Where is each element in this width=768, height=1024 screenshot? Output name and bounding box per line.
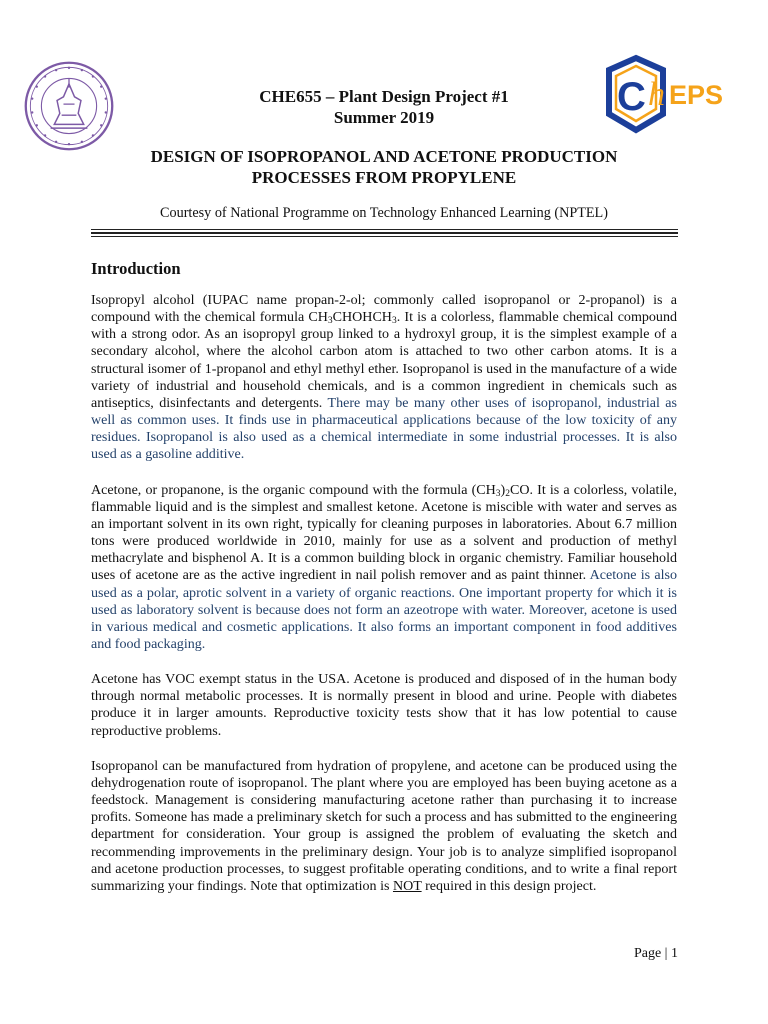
p2-text-a: Acetone, or propanone, is the organic compound with the formula (CH: [91, 481, 496, 498]
p1-subscript-1: 3: [327, 316, 333, 327]
p2-text-d: Acetone is also used as a polar, aprotic solvent in a variety of organic reactions. One important property for which it is used as laboratory solvent is because does not form an azeotrope with water. Moreover, acetone is used in various medical and cosmetic applications. It also forms an important component in food additives and food packaging.: [91, 567, 678, 652]
paragraph-voc: Acetone has VOC exempt status in the USA. Acetone is produced and disposed of in the human body through normal metabolic processes. It is normally present in blood and urine. People with diabetes produce it in larger amounts. Reproductive toxicity tests show that it has low potential to cause reproductive problems.: [91, 671, 677, 739]
logo-letter-h: h: [648, 76, 665, 113]
paragraph-acetone: [91, 482, 677, 654]
courtesy-line: Courtesy of National Programme on Technology Enhanced Learning (NPTEL): [160, 205, 608, 221]
p1-text-b: CHOHCH: [332, 309, 392, 326]
p1-subscript-2: 3: [391, 316, 397, 327]
document-title: [80, 146, 688, 188]
document-title-line-1: DESIGN OF ISOPROPANOL AND ACETONE PRODUCTION: [150, 147, 618, 166]
header-divider-bottom: [91, 236, 678, 237]
paragraph-isopropanol: [91, 292, 677, 464]
header-divider-middle: [91, 232, 678, 234]
p2-subscript-1: 3: [495, 488, 501, 499]
course-title: CHE655 – Plant Design Project #1: [259, 87, 509, 106]
document-title-line-2: PROCESSES FROM PROPYLENE: [251, 168, 517, 187]
header-divider-top: [91, 229, 678, 230]
p4-text-b: required in this design project.: [421, 877, 597, 894]
paragraph-assignment: [91, 758, 677, 895]
p2-subscript-2: 2: [505, 488, 510, 499]
p4-text-a: Isopropanol can be manufactured from hydration of propylene, and acetone can be produced using the dehydrogenation route of isopropanol. The plant where you are employed has been buying acetone as a feedstock. Management is considering manufacturing acetone rather than purchasing it to increase profits. Someone has made a preliminary sketch for such a process and has submitted to the engineering department for consideration. Your group is assigned the problem of evaluating the sketch and recommending improvements in the preliminary design. Your job is to analyze simplified isopropanol and acetone production processes, to suggest profitable operating conditions, and to write a final report summarizing your findings. Note that optimization is: [91, 757, 677, 894]
p1-text-d: There may be many other uses of isopropanol, industrial as well as common uses. It finds use in pharmaceutical applications because of the low toxicity of any residues. Isopropanol is also used as a chemical intermediate in some industrial processes. It is also used as a gasoline additive.: [91, 394, 677, 463]
p2-text-c: CO. It is a colorless, volatile, flammable liquid and is the simplest and smallest ketone. Acetone is miscible with water and serves as an important solvent in its own right, typically for cleaning purposes in laboratories. About 6.7 million tons were produced worldwide in 2010, mainly for use as a solvent and production of methyl methacrylate and bisphenol A. It is a common building block in organic chemistry. Familiar household uses of acetone are as the active ingredient in nail polish remover and as paint thinner.: [91, 481, 677, 584]
p1-text-c: . It is a colorless, flammable chemical compound with a strong odor. As an isopropyl group linked to a hydroxyl group, it is the simplest example of a secondary alcohol, where the alcohol carbon atom is attached to two other carbon atoms. It is a structural isomer of 1-propanol and ethyl methyl ether. Isopropanol is used in the manufacture of a wide variety of industrial and household chemicals, and is a common ingredient in chemicals such as antiseptics, disinfectants and detergents.: [91, 309, 678, 411]
logo-text: EPS: [669, 80, 724, 110]
course-term: Summer 2019: [333, 108, 435, 127]
p4-emphasis-not: NOT: [392, 877, 422, 894]
logo-letter-c: C: [617, 75, 646, 119]
course-header: [100, 86, 668, 128]
page-number: Page | 1: [633, 946, 678, 961]
p1-text-a: Isopropyl alcohol (IUPAC name propan-2-ol; commonly called isopropanol or 2-propanol) is a compound with the chemical formula CH: [91, 292, 677, 326]
body-text: [91, 292, 677, 913]
p2-text-b: ): [500, 481, 506, 498]
section-heading: Introduction: [91, 259, 181, 278]
